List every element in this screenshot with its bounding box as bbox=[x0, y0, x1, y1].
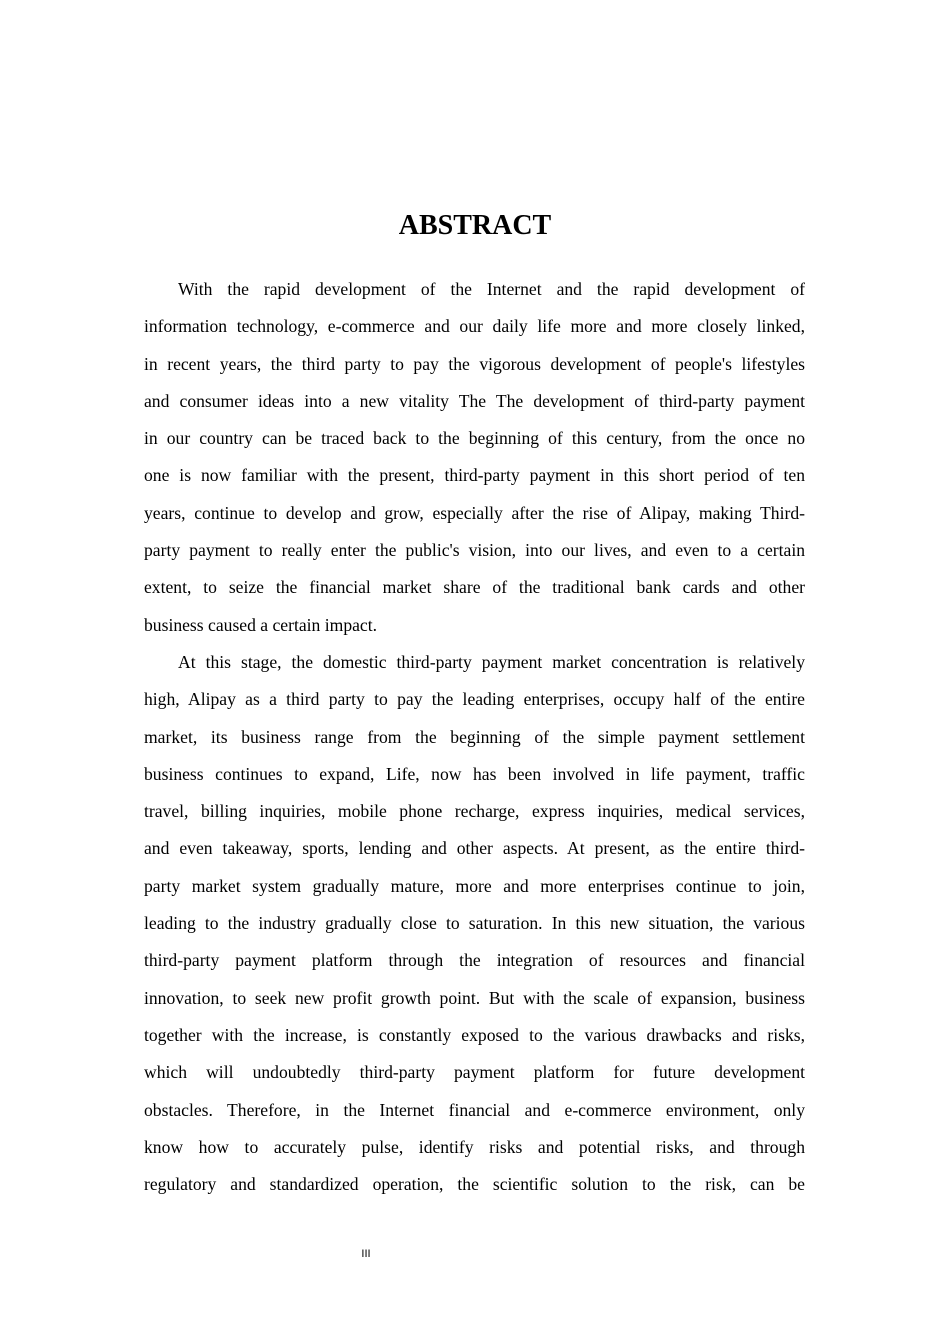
page-number: III bbox=[361, 1248, 371, 1260]
paragraph-line: party market system gradually mature, more and more enterprises continue to join, bbox=[144, 875, 805, 896]
paragraph-line: information technology, e-commerce and our daily life more and more closely linked, bbox=[144, 316, 805, 337]
paragraph-line: business caused a certain impact. bbox=[144, 614, 378, 635]
paragraph-line: market, its business range from the beginning of the simple payment settlement bbox=[144, 726, 805, 747]
paragraph-line: obstacles. Therefore, in the Internet financial and e-commerce environment, only bbox=[144, 1099, 805, 1120]
paragraph-line: which will undoubtedly third-party payment platform for future development bbox=[144, 1062, 805, 1083]
paragraph-line: years, continue to develop and grow, especially after the rise of Alipay, making Third- bbox=[144, 502, 805, 523]
paragraph-line: together with the increase, is constantly exposed to the various drawbacks and risks, bbox=[144, 1024, 805, 1045]
paragraph-line: extent, to seize the financial market share of the traditional bank cards and other bbox=[144, 577, 805, 598]
paragraph-line: one is now familiar with the present, third-party payment in this short period of ten bbox=[144, 465, 805, 486]
paragraph-line: in our country can be traced back to the beginning of this century, from the once no bbox=[144, 428, 805, 449]
paragraph-line: and even takeaway, sports, lending and other aspects. At present, as the entire third- bbox=[144, 838, 805, 859]
paragraph-line: innovation, to seek new profit growth point. But with the scale of expansion, business bbox=[144, 987, 805, 1008]
paragraph-line: At this stage, the domestic third-party payment market concentration is relatively bbox=[178, 651, 805, 672]
paragraph-line: in recent years, the third party to pay the vigorous development of people's lifestyles bbox=[144, 353, 805, 374]
paragraph-line: party payment to really enter the public's vision, into our lives, and even to a certain bbox=[144, 540, 805, 561]
page-title: ABSTRACT bbox=[398, 210, 552, 241]
paragraph-line: business continues to expand, Life, now has been involved in life payment, traffic bbox=[144, 763, 805, 784]
abstract-body bbox=[144, 271, 805, 1203]
paragraph-line: regulatory and standardized operation, the scientific solution to the risk, can be bbox=[144, 1174, 805, 1195]
paragraph-line: know how to accurately pulse, identify risks and potential risks, and through bbox=[144, 1136, 805, 1157]
paragraph-line: high, Alipay as a third party to pay the leading enterprises, occupy half of the entire bbox=[144, 689, 805, 710]
paragraph-line: leading to the industry gradually close to saturation. In this new situation, the various bbox=[144, 913, 805, 934]
paragraph-line: With the rapid development of the Internet and the rapid development of bbox=[178, 279, 805, 299]
paragraph-line: travel, billing inquiries, mobile phone recharge, express inquiries, medical services, bbox=[144, 801, 805, 822]
paragraph-line: third-party payment platform through the integration of resources and financial bbox=[144, 950, 805, 971]
paragraph-line: and consumer ideas into a new vitality The The development of third-party payment bbox=[144, 390, 805, 411]
